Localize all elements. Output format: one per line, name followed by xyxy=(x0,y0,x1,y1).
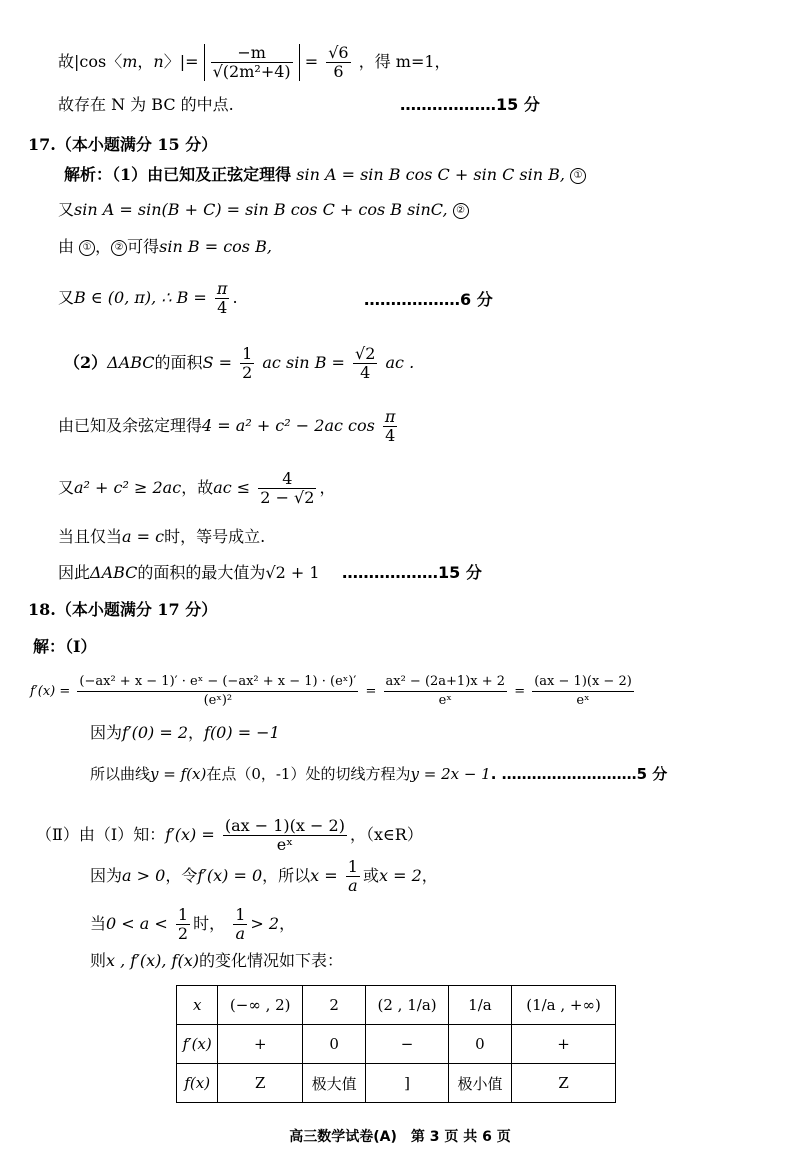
q18-l4-math2: y = 2x − 1 xyxy=(410,765,491,783)
table-cell: f′(x) xyxy=(177,1025,218,1064)
pi-den: 4 xyxy=(217,298,228,317)
q18-l7-end: ， xyxy=(279,914,296,933)
deriv-num: (−ax² + x − 1)′ · eˣ − (−ax² + x − 1) · (eˣ)′ xyxy=(77,673,358,692)
abs-fraction xyxy=(204,44,300,81)
q17-l6-pre: 由已知及余弦定理得 xyxy=(58,416,203,435)
q17-line5 xyxy=(64,345,414,382)
q18-l6-math: a > 0 xyxy=(122,866,166,885)
vector-n: n xyxy=(153,52,164,71)
deriv-num2: ax² − (2a+1)x + 2 xyxy=(384,673,508,692)
q17-l7-pre: 又 xyxy=(58,478,75,497)
circled-two-icon: ② xyxy=(111,240,127,256)
equals: = xyxy=(365,684,377,699)
table-cell: f(x) xyxy=(177,1064,218,1103)
d-den: eˣ xyxy=(276,835,294,854)
q18-l3-mid: ， xyxy=(188,723,205,742)
q18-line4 xyxy=(90,764,667,784)
q18-l6-pre: 因为 xyxy=(90,866,123,885)
pi-den: 4 xyxy=(385,426,396,445)
score-6: ………………6 分 xyxy=(364,290,493,309)
q18-l7-math2: > 2 xyxy=(250,914,280,933)
q17-l8-text: 当且仅当 xyxy=(58,527,123,546)
q17-l4-pre: 又 xyxy=(58,288,75,307)
deriv-den: (eˣ)² xyxy=(203,693,233,708)
q18-l4-pre: 所以曲线 xyxy=(90,765,151,783)
table-cell: ] xyxy=(366,1064,449,1103)
table-cell: 0 xyxy=(303,1025,366,1064)
q17-l1-math: sin A = sin B cos C + sin C sin B, xyxy=(296,165,565,184)
cos-mid: 〉|= xyxy=(163,52,199,71)
half-den: 2 xyxy=(177,924,189,943)
table-cell: (−∞ , 2) xyxy=(218,986,303,1025)
q17-l5-mid: 的面积 xyxy=(154,353,203,372)
frac-num: −m xyxy=(211,44,293,63)
q18-part1: 解：（Ⅰ） xyxy=(33,637,97,656)
q17-l5-math2: ac sin B = xyxy=(262,353,345,372)
q18-l6-mid: ，令 xyxy=(165,866,198,885)
q17-line1 xyxy=(64,165,586,185)
q17-l3-math: sin B = cos B, xyxy=(159,237,272,256)
q17-l2-math: sin A = sin(B + C) = sin B cos C + cos B sinC, xyxy=(74,200,448,219)
q18-l5-pre: （Ⅱ）由（Ⅰ）知： xyxy=(36,825,166,844)
q18-line3 xyxy=(90,723,280,743)
page-footer: 高三数学试卷(A) 第 3 页 共 6 页 xyxy=(289,1129,511,1145)
q18-derivative xyxy=(30,673,637,710)
q18-line6 xyxy=(90,858,438,895)
result-num: √6 xyxy=(328,43,349,62)
table-row xyxy=(177,1025,616,1064)
table-cell: 0 xyxy=(448,1025,511,1064)
equals: = xyxy=(304,52,319,71)
deriv-num3: (ax − 1)(x − 2) xyxy=(532,673,634,692)
circled-one-icon: ① xyxy=(79,240,95,256)
table-row xyxy=(177,986,616,1025)
cos-equation-line xyxy=(58,44,451,81)
q17-line7 xyxy=(58,470,335,507)
q17-l3-post: 可得 xyxy=(127,237,160,256)
q17-l5-end: ac . xyxy=(385,353,415,372)
table-cell: 2 xyxy=(303,986,366,1025)
q18-l6-mid3: 或 xyxy=(362,866,379,885)
cos-prefix: 故|cos〈 xyxy=(58,52,123,71)
d-num: (ax − 1)(x − 2) xyxy=(224,816,345,835)
cos-suffix: ，得 m=1， xyxy=(358,52,451,71)
inv-a-den: a xyxy=(348,876,358,895)
deriv-den3: eˣ xyxy=(576,693,590,708)
q17-l7-end: ， xyxy=(319,478,336,497)
inv-a-den: a xyxy=(235,924,246,943)
q17-l3-pre: 由 xyxy=(58,237,75,256)
q17-l5-pre: （2） xyxy=(64,353,108,372)
variation-table xyxy=(176,985,616,1103)
score-15-b: ………………15 分 xyxy=(342,563,482,582)
table-cell: + xyxy=(218,1025,303,1064)
q18-l3-math2: f(0) = −1 xyxy=(204,723,280,742)
q18-l3-pre: 因为 xyxy=(90,723,123,742)
q18-l5-end: ，（x∈R） xyxy=(349,825,423,844)
half-num: 1 xyxy=(177,905,189,924)
q17-l9-math: √2 + 1 xyxy=(265,563,320,582)
equals: = xyxy=(514,684,526,699)
comma: ， xyxy=(137,52,154,71)
q17-l4-math: B ∈ (0, π), ∴ B = xyxy=(74,288,207,307)
result-den: 6 xyxy=(333,62,344,81)
q18-line8 xyxy=(90,951,343,971)
q18-l5-lhs: f′(x) = xyxy=(165,825,215,844)
q17-l1-text: 解析：（1）由已知及正弦定理得 xyxy=(64,165,292,184)
half-num: 1 xyxy=(242,344,253,363)
half-den: 2 xyxy=(242,363,253,382)
q18-l6-math2: f′(x) = 0 xyxy=(197,866,263,885)
q17-line4 xyxy=(58,280,238,317)
q18-heading: 18.（本小题满分 17 分） xyxy=(28,600,218,619)
inv-a-num: 1 xyxy=(347,857,358,876)
table-row xyxy=(177,1064,616,1103)
q17-l3-mid: ， xyxy=(95,237,112,256)
table-cell: 极大值 xyxy=(303,1064,366,1103)
pi-num: π xyxy=(384,407,396,426)
vector-m: m xyxy=(122,52,138,71)
q18-line7 xyxy=(90,906,295,943)
q17-l8-end: 时，等号成立. xyxy=(164,527,266,546)
sqrt2-num: √2 xyxy=(355,344,376,363)
table-cell: 1/a xyxy=(448,986,511,1025)
table-cell: x xyxy=(177,986,218,1025)
q18-l2-lhs: f′(x) = xyxy=(30,684,71,699)
sqrt2-den: 4 xyxy=(360,363,371,382)
q17-l4-end: . xyxy=(232,288,238,307)
q18-line5 xyxy=(36,817,423,854)
table-cell: + xyxy=(512,1025,616,1064)
table-cell: − xyxy=(366,1025,449,1064)
q17-heading: 17.（本小题满分 15 分） xyxy=(28,135,218,154)
q17-line3 xyxy=(58,237,272,257)
table-cell: (2 , 1/a) xyxy=(366,986,449,1025)
bound-num: 4 xyxy=(258,470,316,489)
q17-line2 xyxy=(58,200,469,220)
q18-l4-math: y = f(x) xyxy=(150,765,207,783)
q18-l7-pre: 当 xyxy=(90,914,107,933)
q17-line6 xyxy=(58,408,400,445)
deriv-den2: eˣ xyxy=(438,693,452,708)
table-cell: (1/a , +∞) xyxy=(512,986,616,1025)
q18-l3-math: f′(0) = 2 xyxy=(122,723,188,742)
q17-line8 xyxy=(58,527,265,547)
frac-den: √(2m²+4) xyxy=(212,62,291,81)
q18-l6-math3: x = xyxy=(310,866,338,885)
q17-l9-tri: ΔABC xyxy=(90,563,138,582)
midpoint-conclusion: 故存在 N 为 BC 的中点. xyxy=(58,95,234,114)
q18-l7-mid: 时， xyxy=(193,914,226,933)
q17-l5-tri: ΔABC xyxy=(107,353,155,372)
q17-l7-math2: ac ≤ xyxy=(213,478,251,497)
q18-l8-pre: 则 xyxy=(90,951,107,970)
q17-l6-math: 4 = a² + c² − 2ac cos xyxy=(202,416,375,435)
q17-l5-math: S = xyxy=(202,353,233,372)
table-cell: Z xyxy=(512,1064,616,1103)
q17-line9 xyxy=(58,563,320,583)
score-15-a: ………………15 分 xyxy=(400,95,540,114)
q18-l7-math: 0 < a < xyxy=(106,914,168,933)
bound-den: 2 − √2 xyxy=(260,488,315,507)
q17-l7-math: a² + c² ≥ 2ac xyxy=(74,478,182,497)
q17-l8-math: a = c xyxy=(122,527,165,546)
q18-l4-mid: 在点（0，-1）处的切线方程为 xyxy=(206,765,411,783)
q17-l2-pre: 又 xyxy=(58,200,75,219)
q18-l6-end: ， xyxy=(421,866,438,885)
q17-l9-pre: 因此 xyxy=(58,563,91,582)
circled-two-icon: ② xyxy=(453,203,469,219)
inv-a-num: 1 xyxy=(235,905,246,924)
table-cell: Z xyxy=(218,1064,303,1103)
circled-one-icon: ① xyxy=(570,168,586,184)
q18-l6-math4: x = 2 xyxy=(378,866,422,885)
q17-l7-mid: ，故 xyxy=(181,478,214,497)
q18-l8-end: 的变化情况如下表： xyxy=(198,951,343,970)
q18-l8-math: x , f′(x), f(x) xyxy=(106,951,199,970)
table-cell: 极小值 xyxy=(448,1064,511,1103)
q17-l9-mid: 的面积的最大值为 xyxy=(137,563,266,582)
score-5: . ………………………5 分 xyxy=(490,765,668,783)
pi-num: π xyxy=(216,279,228,298)
q18-l6-mid2: ，所以 xyxy=(262,866,311,885)
